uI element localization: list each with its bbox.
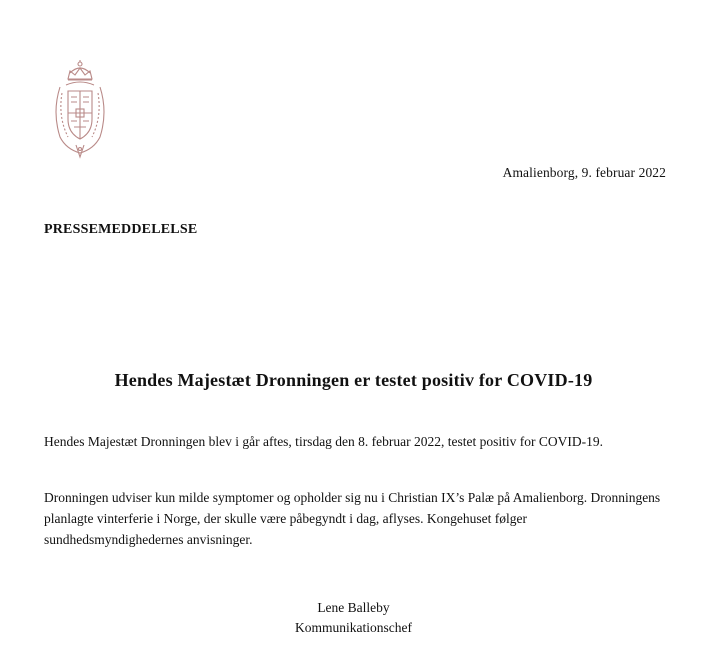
date-line: Amalienborg, 9. februar 2022 bbox=[502, 165, 666, 180]
signatory-name: Lene Balleby bbox=[317, 600, 390, 615]
document-type-label: PRESSEMEDDELELSE bbox=[44, 222, 198, 237]
signatory-title: Kommunikationschef bbox=[295, 620, 412, 635]
body-paragraph: Dronningen udviser kun milde symptomer og opholder sig nu i Christian IX’s Palæ på Amalienborg. Dronningens planlagte vinterferie i Norge, der skulle være påbegyndt i dag, aflyses. Kongehuset følger sundhedsmyndighedernes anvisninger. bbox=[44, 490, 661, 547]
signature-block bbox=[0, 598, 707, 638]
headline: Hendes Majestæt Dronningen er testet positiv for COVID-19 bbox=[114, 370, 593, 390]
royal-crest-icon bbox=[46, 57, 114, 159]
body-paragraph: Hendes Majestæt Dronningen blev i går aftes, tirsdag den 8. februar 2022, testet positiv for COVID-19. bbox=[44, 434, 603, 449]
